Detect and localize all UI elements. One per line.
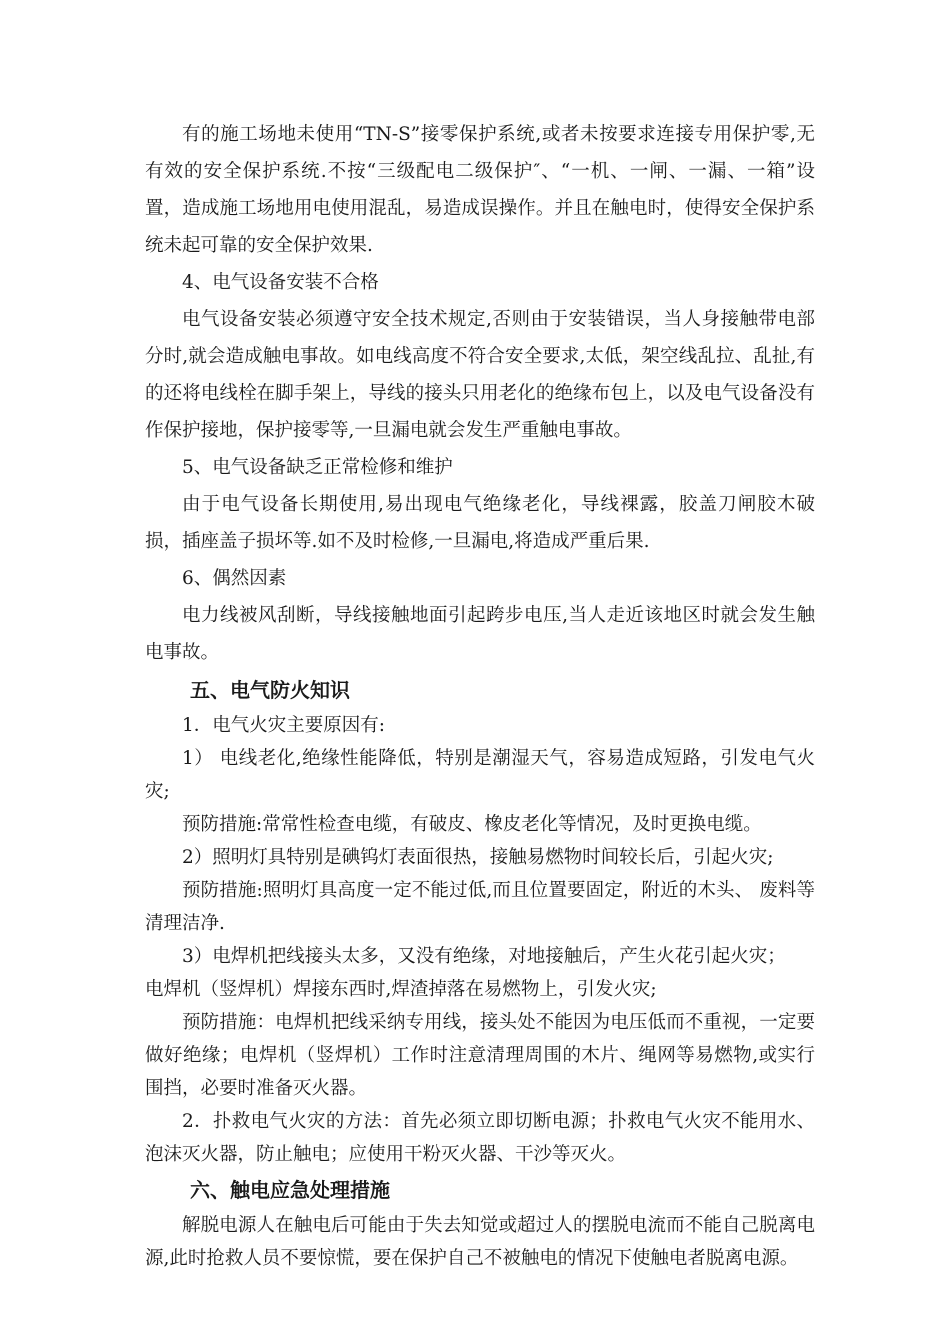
- section-6-body: 解脱电源人在触电后可能由于失去知觉或超过人的摆脱电流而不能自己脱离电源,此时抢救人员不要惊慌，要在保护自己不被触电的情况下使触电者脱离电源。: [145, 1215, 815, 1269]
- document-page: [145, 116, 815, 1275]
- item-4-title: 4、电气设备安装不合格: [182, 272, 379, 293]
- paragraph-tns-system: 有的施工场地未使用“TN-S”接零保护系统,或者未按要求连接专用保护零,无有效的安全保护系统.不按“三级配电二级保护″、“一机、一闸、一漏、一箱”设置，造成施工场地用电使用混乱，易造成误操作。并且在触电时，使得安全保护系统未起可靠的安全保护效果.: [145, 124, 815, 256]
- fire-cause-title: 1．电气火灾主要原因有:: [182, 715, 386, 736]
- fire-cause-3: 3）电焊机把线接头太多，又没有绝缘，对地接触后，产生火花引起火灾；: [182, 946, 786, 967]
- fire-cause-2: 2）照明灯具特别是碘钨灯表面很热，接触易燃物时间较长后，引起火灾;: [182, 847, 774, 868]
- item-4-body: 电气设备安装必须遵守安全技术规定,否则由于安装错误，当人身接触带电部分时,就会造成触电事故。如电线高度不符合安全要求,太低，架空线乱拉、乱扯,有的还将电线栓在脚手架上，导线的接头只用老化的绝缘布包上，以及电气设备没有作保护接地，保护接零等,一旦漏电就会发生严重触电事故。: [145, 309, 815, 441]
- fire-cause-1-prevention: 预防措施:常常性检查电缆，有破皮、橡皮老化等情况，及时更换电缆。: [182, 814, 762, 835]
- section-6-heading: 六、触电应急处理措施: [190, 1178, 390, 1202]
- item-5-title: 5、电气设备缺乏正常检修和维护: [182, 457, 453, 478]
- section-5-heading: 五、电气防火知识: [190, 678, 350, 702]
- fire-cause-3-prevention: 预防措施：电焊机把线采纳专用线，接头处不能因为电压低而不重视，一定要做好绝缘；电焊机（竖焊机）工作时注意清理周围的木片、绳网等易燃物,或实行围挡，必要时准备灭火器。: [145, 1012, 815, 1099]
- item-6-body: 电力线被风刮断，导线接触地面引起跨步电压,当人走近该地区时就会发生触电事故。: [145, 605, 815, 663]
- item-5-body: 由于电气设备长期使用,易出现电气绝缘老化，导线裸露，胶盖刀闸胶木破损，插座盖子损坏等.如不及时检修,一旦漏电,将造成严重后果.: [145, 494, 815, 552]
- fire-cause-3-continued: 电焊机（竖焊机）焊接东西时,焊渣掉落在易燃物上，引发火灾;: [145, 979, 657, 1000]
- item-6-title: 6、偶然因素: [182, 568, 287, 589]
- fire-cause-2-prevention: 预防措施:照明灯具高度一定不能过低,而且位置要固定，附近的木头、 废料等清理洁净.: [145, 880, 815, 934]
- fire-cause-1: 1） 电线老化,绝缘性能降低，特别是潮湿天气，容易造成短路，引发电气火灾;: [145, 748, 815, 802]
- fire-fighting-method: 2．扑救电气火灾的方法：首先必须立即切断电源；扑救电气火灾不能用水、泡沫灭火器，防止触电；应使用干粉灭火器、干沙等灭火。: [145, 1111, 815, 1165]
